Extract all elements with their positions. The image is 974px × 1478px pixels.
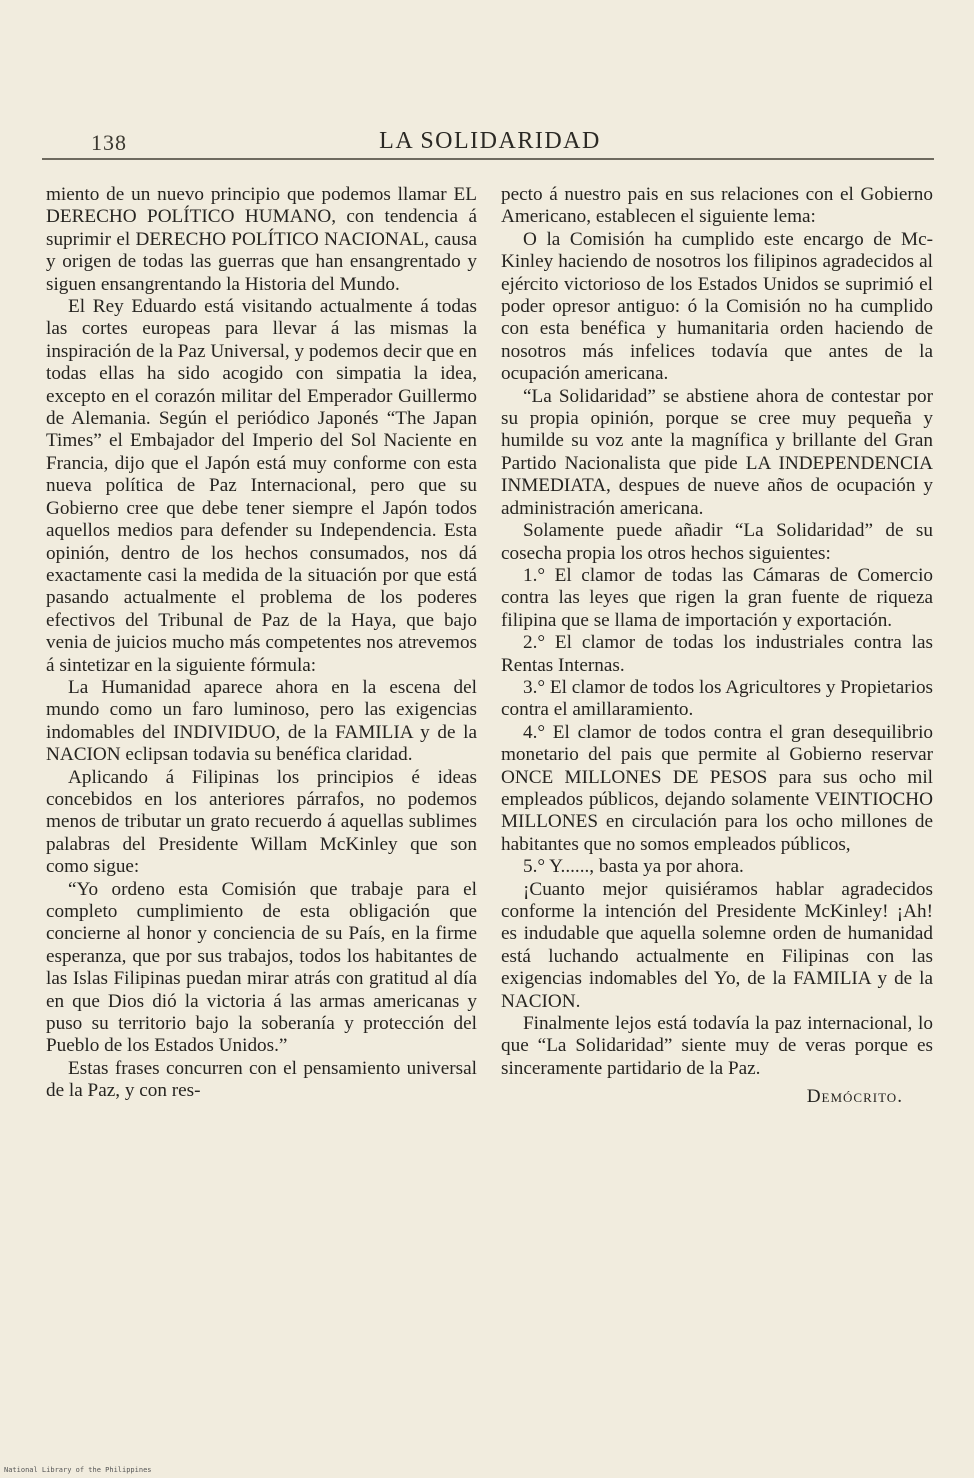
- paragraph: Aplicando á Filipinas los principios é ideas concebidos en los anteriores párrafos, no podemos menos de tributar un grato recuerdo á aquellas sublimes palabras del Presidente Willam McKinley que son como sigue:: [46, 766, 477, 878]
- left-column: [46, 184, 477, 1103]
- list-item: 2.° El clamor de todas los industriales contra las Rentas Internas.: [501, 632, 933, 676]
- library-credit: National Library of the Philippines: [4, 1466, 152, 1474]
- page-header: [47, 126, 933, 160]
- paragraph: pecto á nuestro pais en sus relaciones con el Gobierno Americano, establecen el siguiente lema:: [501, 184, 933, 228]
- list-item: 4.° El clamor de todos contra el gran desequilibrio monetario del pais que permite al Gobierno reservar ONCE MILLONES DE PESOS para sus ocho mil empleados públicos, dejando solamente VEINTIOCHO MILLONES en circulación para los ocho millones de habitantes que no somos empleados públicos,: [501, 721, 933, 855]
- header-rule: [42, 158, 934, 160]
- paragraph: O la Comisión ha cumplido este encargo de Mc-Kinley haciendo de nosotros los filipinos agradecidos al ejército victorioso de los Estados Unidos se suprimió el poder opresor antiguo: ó la Comisión no ha cumplido con esta benéfica y humanitaria orden haciendo de nosotros más infelices todavía que antes de la ocupación americana.: [501, 228, 933, 385]
- paragraph: El Rey Eduardo está visitando actualmente á todas las cortes europeas para llevar á las mismas la inspiración de la Paz Universal, y podemos decir que en todas ellas ha sido acogido con simpatia la idea, excepto en el corazón militar del Emperador Guillermo de Alemania. Según el periódico Japonés “The Japan Times” el Embajador del Imperio del Sol Naciente en Francia, dijo que el Japón está muy conforme con esta nueva política de Paz Internacional, pero que su Gobierno cree que debe tener siempre el Japón todos aquellos medios para defender su Independencia. Esta opinión, dentro de los hechos consumados, nos dá exactamente casi la medida de la situación por que está pasando actualmente el problema de los poderes efectivos del Tribunal de Paz de la Haya, que bajo venia de juicios mucho más competentes nos atrevemos á sintetizar en la siguiente fórmula:: [46, 296, 477, 676]
- right-column: [501, 184, 933, 1109]
- paragraph: Finalmente lejos está todavía la paz internacional, lo que “La Solidaridad” siente muy de veras porque es sinceramente partidario de la Paz.: [501, 1013, 933, 1079]
- list-item: 5.° Y......, basta ya por ahora.: [523, 856, 744, 878]
- paragraph: Solamente puede añadir “La Solidaridad” de su cosecha propia los otros hechos siguientes:: [501, 520, 933, 564]
- paragraph: Estas frases concurren con el pensamiento universal de la Paz, y con res-: [46, 1057, 477, 1102]
- paragraph: miento de un nuevo principio que podemos llamar EL DERECHO POLÍTICO HUMANO, con tendencia á suprimir el DERECHO POLÍTICO NACIONAL, causa y origen de todas las guerras que han ensangrentado y siguen ensangrentando la Historia del Mundo.: [46, 184, 477, 295]
- list-item: 1.° El clamor de todas las Cámaras de Comercio contra las leyes que rigen la gran fuente de riqueza filipina que se llama de importación y exportación.: [501, 564, 933, 631]
- journal-title: LA SOLIDARIDAD: [379, 128, 601, 154]
- page-number: 138: [91, 130, 127, 155]
- paragraph: ¡Cuanto mejor quisiéramos hablar agradecidos conforme la intención del Presidente McKinley! ¡Ah! es indudable que aquella solemne orden de humanidad está luchando actualmente en Filipinas con las exigencias indomables del Yo, de la FAMILIA y de la NACION.: [501, 878, 933, 1012]
- paragraph: La Humanidad aparece ahora en la escena del mundo como un faro luminoso, pero las exigencias indomables del INDIVIDUO, de la FAMILIA y de la NACION eclipsan todavia su benéfica claridad.: [46, 676, 477, 766]
- author-signature: Demócrito.: [806, 1086, 903, 1108]
- paragraph: “La Solidaridad” se abstiene ahora de contestar por su propia opinión, porque se cree muy pequeña y humilde su voz ante la magnífica y brillante del Gran Partido Nacionalista que pide LA INDEPENDENCIA INMEDIATA, despues de nueve años de ocupación y administración americana.: [501, 385, 933, 519]
- list-item: 3.° El clamor de todos los Agricultores y Propietarios contra el amillaramiento.: [501, 676, 934, 721]
- quote-paragraph: “Yo ordeno esta Comisión que trabaje para el completo cumplimiento de esta obligación que concierne al honor y conciencia de su País, en la firme esperanza, que por sus trabajos, todos los habitantes de las Islas Filipinas puedan mirar atrás con gratitud al día en que Dios dió la victoria á las armas americanas y puso su territorio bajo la soberanía y protección del Pueblo de los Estados Unidos.”: [46, 878, 477, 1057]
